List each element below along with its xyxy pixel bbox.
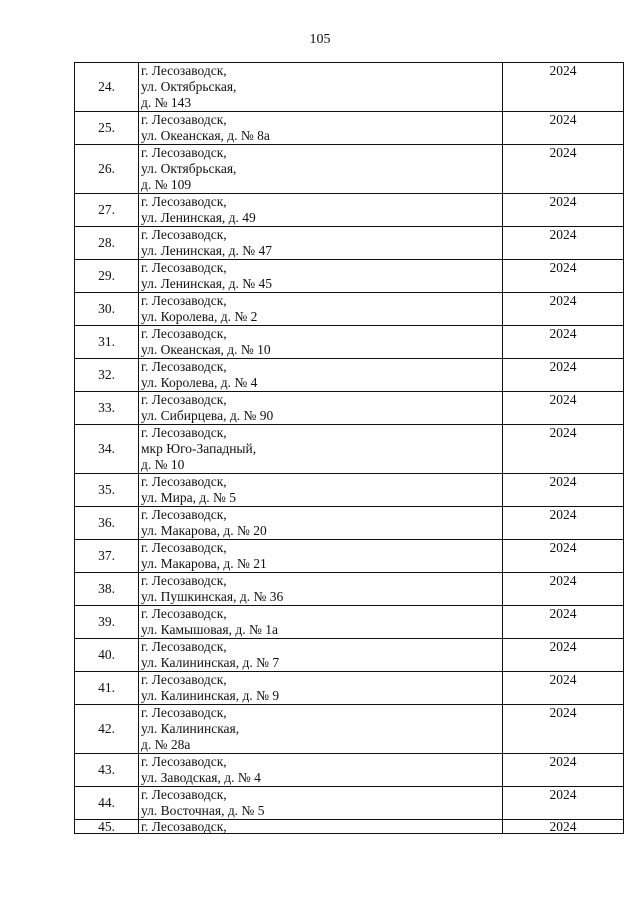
year-cell: 2024 [503, 425, 624, 474]
address-cell [139, 672, 503, 705]
row-number: 31. [75, 326, 139, 359]
address-line: г. Лесозаводск, [141, 474, 227, 489]
address-line: ул. Заводская, д. № 4 [141, 770, 261, 785]
row-number: 42. [75, 705, 139, 754]
row-number: 33. [75, 392, 139, 425]
table-row [75, 112, 624, 145]
address-line: г. Лесозаводск, [141, 507, 227, 522]
address-line: г. Лесозаводск, [141, 145, 227, 160]
address-line: ул. Мира, д. № 5 [141, 490, 236, 505]
address-line: г. Лесозаводск, [141, 194, 227, 209]
address-line: ул. Восточная, д. № 5 [141, 803, 265, 818]
address-line: г. Лесозаводск, [141, 293, 227, 308]
row-number: 27. [75, 194, 139, 227]
year-cell: 2024 [503, 606, 624, 639]
year-cell: 2024 [503, 293, 624, 326]
address-cell [139, 474, 503, 507]
address-line: г. Лесозаводск, [141, 573, 227, 588]
year-cell: 2024 [503, 787, 624, 820]
address-line: г. Лесозаводск, [141, 227, 227, 242]
address-cell [139, 392, 503, 425]
row-number: 41. [75, 672, 139, 705]
address-line: мкр Юго-Западный, [141, 441, 257, 456]
address-line: ул. Калининская, [141, 721, 240, 736]
table-row [75, 359, 624, 392]
year-cell: 2024 [503, 705, 624, 754]
year-cell: 2024 [503, 672, 624, 705]
address-line: ул. Октябрьская, [141, 161, 237, 176]
row-number: 26. [75, 145, 139, 194]
address-line: ул. Океанская, д. № 8а [141, 128, 270, 143]
address-line: ул. Калининская, д. № 9 [141, 688, 280, 703]
row-number: 30. [75, 293, 139, 326]
address-line: ул. Октябрьская, [141, 79, 237, 94]
table-row [75, 474, 624, 507]
address-cell [139, 227, 503, 260]
housing-registry-table [74, 62, 624, 834]
address-cell [139, 293, 503, 326]
address-line: г. Лесозаводск, [141, 639, 227, 654]
address-cell [139, 705, 503, 754]
address-line: г. Лесозаводск, [141, 754, 227, 769]
address-cell [139, 63, 503, 112]
year-cell: 2024 [503, 754, 624, 787]
address-line: г. Лесозаводск, [141, 112, 227, 127]
row-number: 44. [75, 787, 139, 820]
table-row [75, 392, 624, 425]
year-cell: 2024 [503, 639, 624, 672]
address-cell [139, 425, 503, 474]
row-number: 35. [75, 474, 139, 507]
address-line: д. № 109 [141, 177, 192, 192]
page-number: 105 [309, 32, 331, 47]
address-line: г. Лесозаводск, [141, 540, 227, 555]
row-number: 24. [75, 63, 139, 112]
year-cell: 2024 [503, 112, 624, 145]
year-cell: 2024 [503, 540, 624, 573]
address-cell [139, 260, 503, 293]
address-line: ул. Океанская, д. № 10 [141, 342, 271, 357]
address-line: г. Лесозаводск, [141, 705, 227, 720]
year-cell: 2024 [503, 507, 624, 540]
table-row [75, 787, 624, 820]
address-cell [139, 194, 503, 227]
year-cell: 2024 [503, 260, 624, 293]
table-row [75, 326, 624, 359]
year-cell: 2024 [503, 820, 624, 834]
year-cell: 2024 [503, 227, 624, 260]
row-number: 43. [75, 754, 139, 787]
address-line: ул. Макарова, д. № 21 [141, 556, 267, 571]
address-line: г. Лесозаводск, [141, 63, 227, 78]
address-cell [139, 540, 503, 573]
year-cell: 2024 [503, 474, 624, 507]
address-line: ул. Калининская, д. № 7 [141, 655, 280, 670]
table-row [75, 820, 624, 834]
address-line: г. Лесозаводск, [141, 260, 227, 275]
table-row [75, 227, 624, 260]
address-line: ул. Сибирцева, д. № 90 [141, 408, 274, 423]
address-line: ул. Ленинская, д. 49 [141, 210, 256, 225]
address-cell [139, 145, 503, 194]
year-cell: 2024 [503, 145, 624, 194]
address-line: ул. Макарова, д. № 20 [141, 523, 267, 538]
table-row [75, 573, 624, 606]
year-cell: 2024 [503, 392, 624, 425]
address-line: ул. Королева, д. № 2 [141, 309, 258, 324]
address-cell [139, 639, 503, 672]
address-line: г. Лесозаводск, [141, 425, 227, 440]
address-line: ул. Камышовая, д. № 1а [141, 622, 278, 637]
row-number: 32. [75, 359, 139, 392]
address-cell [139, 606, 503, 639]
address-line: г. Лесозаводск, [141, 787, 227, 802]
row-number: 38. [75, 573, 139, 606]
address-line: д. № 28а [141, 737, 191, 752]
year-cell: 2024 [503, 194, 624, 227]
table-row [75, 639, 624, 672]
row-number: 29. [75, 260, 139, 293]
address-line: ул. Ленинская, д. № 45 [141, 276, 273, 291]
table-body [75, 63, 624, 834]
row-number: 37. [75, 540, 139, 573]
address-cell [139, 112, 503, 145]
address-line: ул. Королева, д. № 4 [141, 375, 258, 390]
table-row [75, 425, 624, 474]
table-row [75, 63, 624, 112]
table-row [75, 194, 624, 227]
table-row [75, 145, 624, 194]
year-cell: 2024 [503, 573, 624, 606]
row-number: 45. [75, 820, 139, 834]
row-number: 39. [75, 606, 139, 639]
year-cell: 2024 [503, 63, 624, 112]
address-cell [139, 507, 503, 540]
address-line: д. № 10 [141, 457, 185, 472]
address-line: г. Лесозаводск, [141, 672, 227, 687]
table-row [75, 540, 624, 573]
address-line: г. Лесозаводск, [141, 819, 227, 834]
address-line: г. Лесозаводск, [141, 326, 227, 341]
address-cell [139, 754, 503, 787]
address-cell [139, 820, 503, 834]
address-line: г. Лесозаводск, [141, 392, 227, 407]
year-cell: 2024 [503, 359, 624, 392]
table-row [75, 260, 624, 293]
row-number: 36. [75, 507, 139, 540]
address-line: г. Лесозаводск, [141, 359, 227, 374]
row-number: 28. [75, 227, 139, 260]
table-row [75, 754, 624, 787]
table-row [75, 672, 624, 705]
address-line: ул. Пушкинская, д. № 36 [141, 589, 284, 604]
address-cell [139, 787, 503, 820]
address-line: ул. Ленинская, д. № 47 [141, 243, 273, 258]
table-row [75, 606, 624, 639]
table-row [75, 705, 624, 754]
address-cell [139, 359, 503, 392]
address-cell [139, 573, 503, 606]
row-number: 34. [75, 425, 139, 474]
year-cell: 2024 [503, 326, 624, 359]
row-number: 40. [75, 639, 139, 672]
address-line: г. Лесозаводск, [141, 606, 227, 621]
table-row [75, 507, 624, 540]
address-cell [139, 326, 503, 359]
address-line: д. № 143 [141, 95, 192, 110]
table-row [75, 293, 624, 326]
row-number: 25. [75, 112, 139, 145]
